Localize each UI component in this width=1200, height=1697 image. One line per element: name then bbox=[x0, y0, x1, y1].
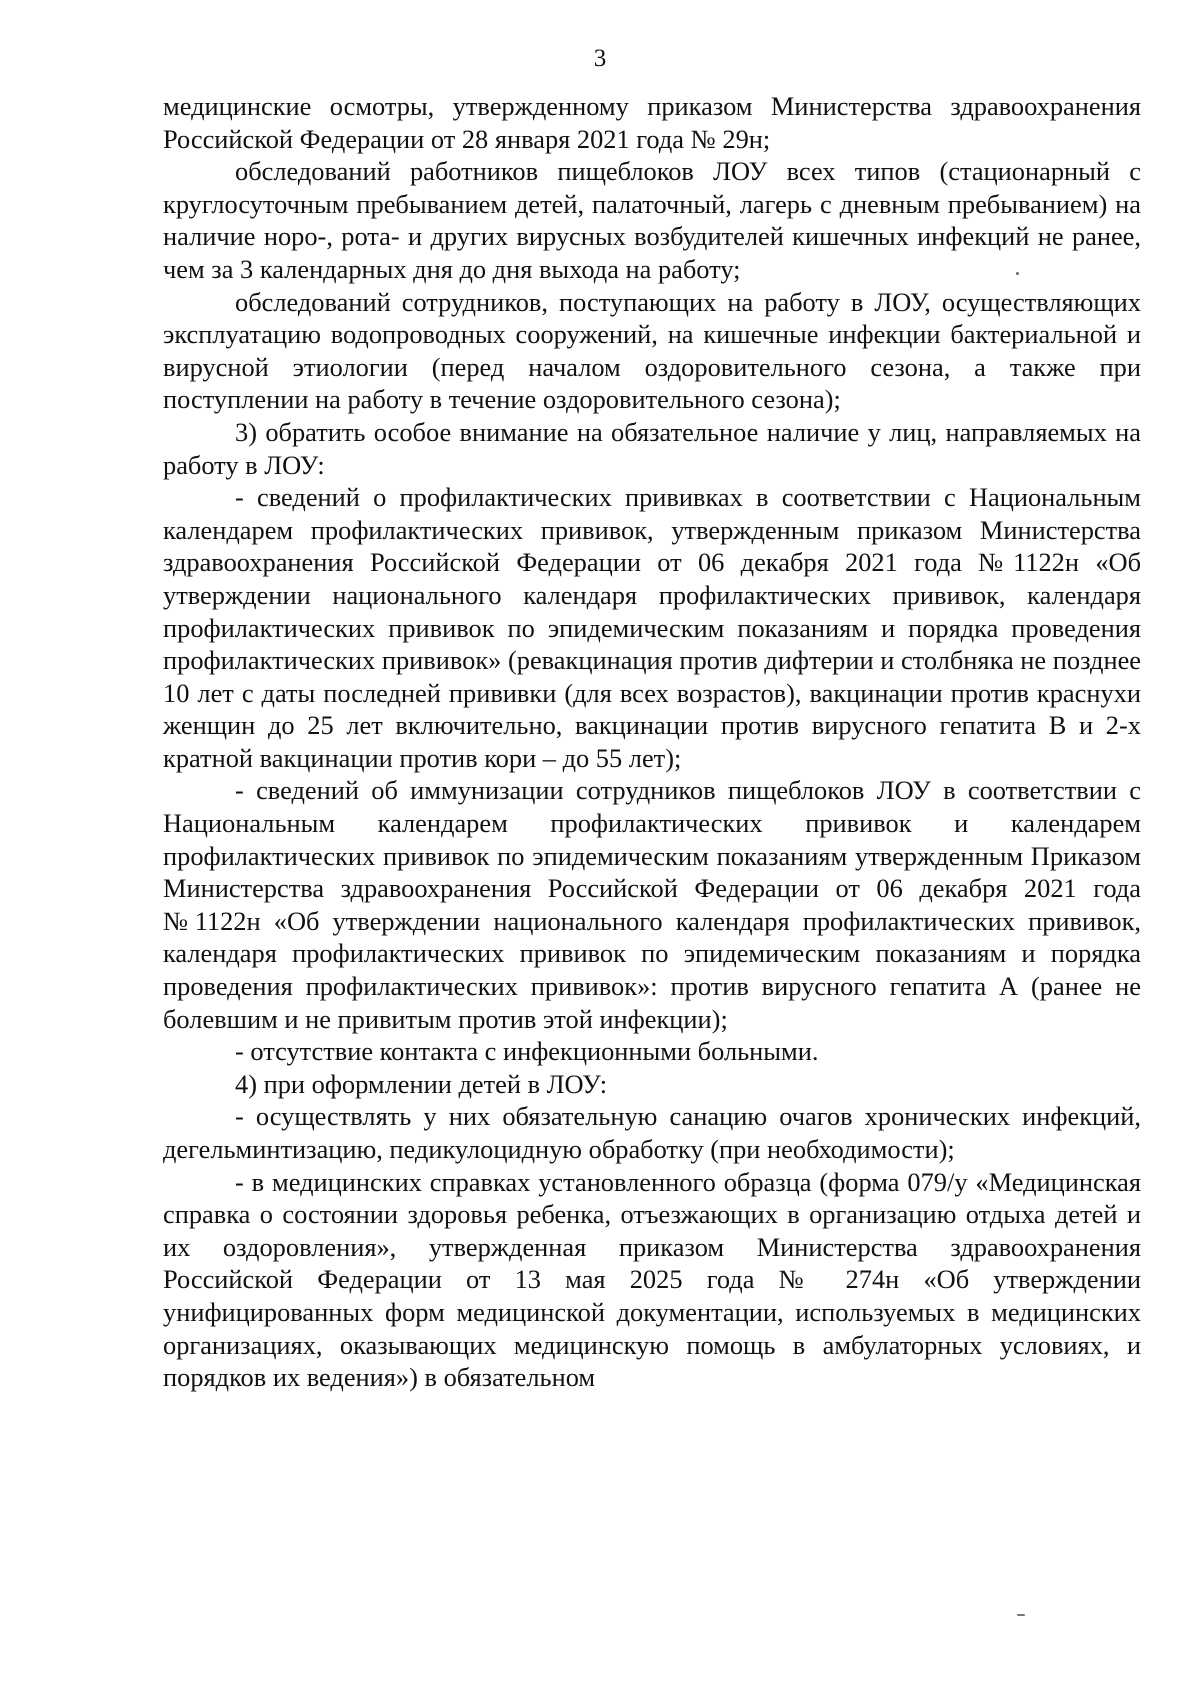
paragraph-vaccination-info: - сведений о профилактических прививках в соответствии с Национальным календарем профилактических прививок, утвержденным приказом Министерства здравоохранения Российской Федерации от 06 декабря 2021 года №1122н «Об утверждении национального календаря профилактических прививок, календаря профилактических прививок по эпидемическим показаниям и порядка проведения профилактических прививок» (ревакцинация против дифтерии и столбняка не позднее 10 лет с даты последней прививки (для всех возрастов), вакцинации против краснухи женщин до 25 лет включительно, вакцинации против вирусного гепатита В и 2-х кратной вакцинации против кори – до 55 лет); bbox=[163, 482, 1141, 773]
paragraph-kitchen-staff-exams: обследований работников пищеблоков ЛОУ всех типов (стационарный с круглосуточным пребыванием детей, палаточный, лагерь с дневным пребыванием) на наличие норо-, рота- и других вирусных возбудителей кишечных инфекций не ранее, чем за 3 календарных дня до дня выхода на работу; bbox=[163, 156, 1141, 284]
scan-speck bbox=[1016, 272, 1019, 275]
scan-speck bbox=[1017, 1614, 1025, 1616]
paragraph-no-contact: - отсутствие контакта с инфекционными больными. bbox=[235, 1036, 819, 1067]
paragraph-item-3: 3) обратить особое внимание на обязательное наличие у лиц, направляемых на работу в ЛОУ: bbox=[163, 416, 1141, 480]
paragraph-sanitation: - осуществлять у них обязательную санацию очагов хронических инфекций, дегельминтизацию, педикулоцидную обработку (при необходимости); bbox=[163, 1101, 1141, 1164]
paragraph-kitchen-immunization: - сведений об иммунизации сотрудников пищеблоков ЛОУ в соответствии с Национальным календарем профилактических прививок и календарем профилактических прививок по эпидемическим показаниям утвержденным Приказом Министерства здравоохранения Российской Федерации от 06 декабря 2021 года №1122н «Об утверждении национального календаря профилактических прививок, календаря профилактических прививок по эпидемическим показаниям и порядка проведения профилактических прививок»: против вирусного гепатита А (ранее не болевшим и не привитым против этой инфекции); bbox=[163, 775, 1141, 1034]
paragraph-item-4: 4) при оформлении детей в ЛОУ: bbox=[235, 1068, 608, 1099]
paragraph-medical-exams: медицинские осмотры, утвержденному приказом Министерства здравоохранения Российской Федерации от 28 января 2021 года № 29н; bbox=[163, 91, 1141, 154]
paragraph-water-staff-exams: обследований сотрудников, поступающих на работу в ЛОУ, осуществляющих эксплуатацию водопроводных сооружений, на кишечные инфекции бактериальной и вирусной этиологии (перед началом оздоровительного сезона, а также при поступлении на работу в течение оздоровительного сезона); bbox=[163, 286, 1141, 415]
document-body bbox=[163, 90, 1141, 1394]
page-number: 3 bbox=[593, 45, 607, 72]
paragraph-medical-certificates: - в медицинских справках установленного образца (форма 079/у «Медицинская справка о состоянии здоровья ребенка, отъезжающих в организацию отдыха детей и их оздоровления», утвержденная приказом Министерства здравоохранения Российской Федерации от 13 мая 2025 года № 274н «Об утверждении унифицированных форм медицинской документации, используемых в медицинских организациях, оказывающих медицинскую помощь в амбулаторных условиях, и порядков их ведения») в обязательном bbox=[163, 1166, 1141, 1393]
